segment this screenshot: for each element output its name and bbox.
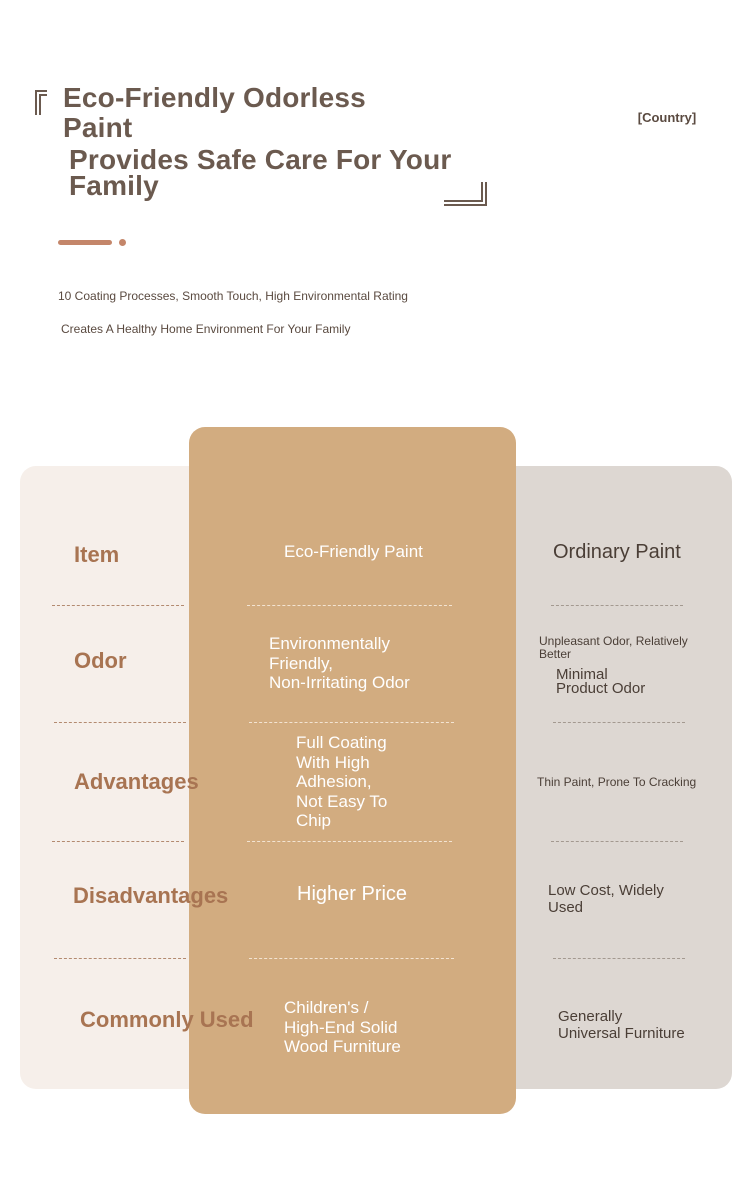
separator xyxy=(247,605,452,606)
ordinary-odor-note: Unpleasant Odor, Relatively Better xyxy=(539,634,688,661)
corner-bracket-top-left-icon xyxy=(34,89,48,115)
separator xyxy=(249,958,454,959)
separator xyxy=(551,841,683,842)
eco-commonly-used-cell: Children's / High-End Solid Wood Furniture xyxy=(284,998,401,1056)
corner-bracket-bottom-right-icon xyxy=(440,180,488,208)
separator xyxy=(54,958,186,959)
accent-bar xyxy=(58,240,112,245)
title-line-3: Provides Safe Care For Your xyxy=(69,144,452,175)
country-tag: [Country] xyxy=(637,110,697,125)
subtitle-line-1: 10 Coating Processes, Smooth Touch, High Environmental Rating xyxy=(58,289,408,303)
ordinary-paint-header: Ordinary Paint xyxy=(553,541,681,563)
ordinary-commonly-used-cell: Generally Universal Furniture xyxy=(558,1008,685,1042)
separator xyxy=(249,722,454,723)
eco-odor-cell: Environmentally Friendly, Non-Irritating Odor xyxy=(269,634,410,692)
label-disadvantages: Disadvantages xyxy=(73,883,229,908)
separator xyxy=(54,722,186,723)
ordinary-advantages-cell: Thin Paint, Prone To Cracking xyxy=(537,775,697,789)
title-line-1: Eco-Friendly Odorless xyxy=(63,82,366,113)
separator xyxy=(52,605,184,606)
label-advantages: Advantages xyxy=(74,769,199,794)
eco-advantages-cell: Full Coating With High Adhesion, Not Easy To Chip xyxy=(296,733,388,830)
eco-paint-header: Eco-Friendly Paint xyxy=(284,542,423,561)
separator xyxy=(247,841,452,842)
label-odor: Odor xyxy=(74,648,127,673)
title-line-4: Family xyxy=(69,170,159,201)
separator xyxy=(553,722,685,723)
separator xyxy=(52,841,184,842)
separator xyxy=(553,958,685,959)
eco-disadvantages-cell: Higher Price xyxy=(297,883,408,905)
label-item: Item xyxy=(74,542,120,567)
label-commonly-used: Commonly Used xyxy=(80,1007,254,1032)
title-line-2: Paint xyxy=(63,112,133,143)
subtitle-line-2: Creates A Healthy Home Environment For Your Family xyxy=(61,322,351,336)
accent-dot xyxy=(119,239,126,246)
ordinary-odor-cell: Minimal Product Odor xyxy=(556,666,646,697)
ordinary-disadvantages-cell: Low Cost, Widely Used xyxy=(548,882,664,916)
separator xyxy=(551,605,683,606)
